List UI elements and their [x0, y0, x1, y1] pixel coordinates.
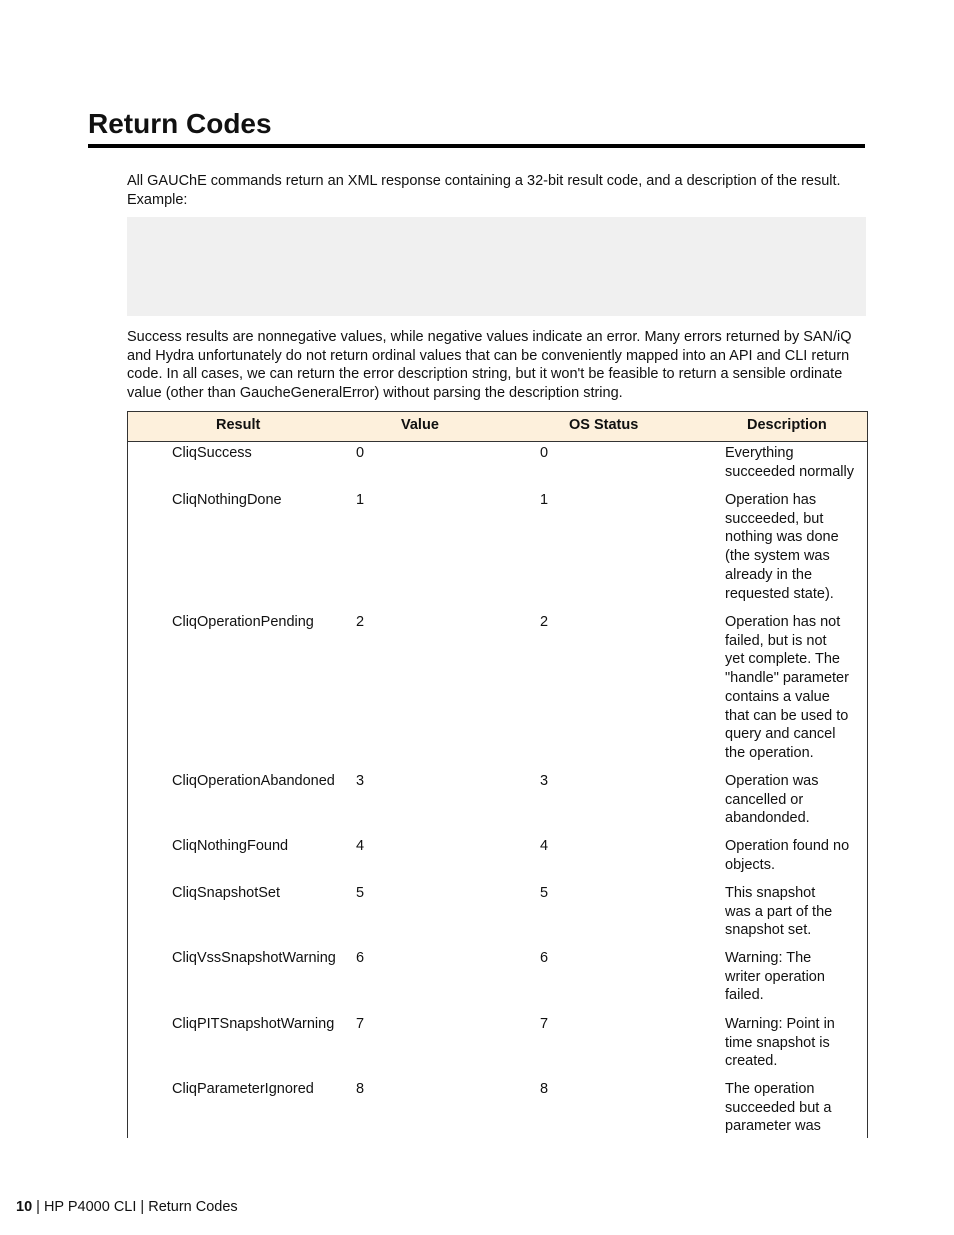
page-title: Return Codes [88, 104, 865, 148]
value-cell: 4 [356, 838, 365, 854]
table-header [128, 411, 867, 442]
description-line: Warning: The [725, 950, 812, 966]
header-value: Value [401, 417, 439, 433]
description-line: objects. [725, 856, 775, 873]
os-status-cell: 6 [540, 950, 549, 966]
description-line: that can be used to [725, 707, 849, 724]
code-example-box [127, 217, 866, 316]
result-cell: CliqPITSnapshotWarning [172, 1016, 335, 1032]
description-line: time snapshot is [725, 1034, 830, 1051]
description-line: failed. [725, 987, 764, 1004]
result-cell: CliqNothingDone [172, 492, 282, 508]
description-cell [725, 1015, 867, 1071]
description-line: requested state). [725, 585, 834, 602]
return-codes-table [127, 411, 868, 1138]
os-status-cell: 3 [540, 773, 549, 789]
footer-text: | HP P4000 CLI | Return Codes [32, 1199, 238, 1215]
result-cell: CliqOperationPending [172, 614, 314, 630]
os-status-cell: 4 [540, 838, 549, 854]
success-paragraph: Success results are nonnegative values, while negative values indicate an error. Many errors returned by SAN/iQ and Hydra unfortunately do not return ordinal values that can be conveniently mapped into an API and CLI return code. In all cases, we can return the error description string, but it won't be feasible to return a sensible ordinate value (other than GaucheGeneralError) without parsing the description string. [127, 329, 852, 402]
result-cell: CliqParameterIgnored [172, 1081, 314, 1097]
description-line: failed, but is not [725, 632, 827, 649]
description-line: Warning: Point in [725, 1016, 835, 1032]
description-line: the operation. [725, 744, 814, 761]
description-cell [725, 772, 867, 828]
value-cell: 3 [356, 773, 365, 789]
description-cell [725, 949, 867, 1005]
description-line: The operation [725, 1081, 815, 1097]
description-line: succeeded normally [725, 463, 854, 480]
value-cell: 8 [356, 1081, 365, 1097]
description-cell [725, 491, 867, 603]
description-cell [725, 613, 867, 763]
description-line: nothing was done [725, 529, 839, 546]
result-cell: CliqOperationAbandoned [172, 773, 335, 789]
description-line: cancelled or [725, 791, 804, 808]
intro-paragraph: All GAUChE commands return an XML response containing a 32-bit result code, and a description of the result. Example: [127, 173, 841, 208]
description-line: parameter was [725, 1118, 821, 1135]
description-line: snapshot set. [725, 922, 812, 939]
description-line: was a part of the [725, 903, 833, 920]
os-status-cell: 5 [540, 885, 549, 901]
description-line: succeeded but a [725, 1099, 832, 1116]
description-line: "handle" parameter [725, 670, 849, 687]
value-cell: 1 [356, 492, 365, 508]
description-line: query and cancel [725, 726, 836, 743]
os-status-cell: 2 [540, 614, 549, 630]
page-number: 10 [16, 1199, 33, 1215]
description-cell [725, 884, 867, 940]
description-line: Operation has [725, 492, 817, 508]
value-cell: 7 [356, 1016, 365, 1032]
os-status-cell: 7 [540, 1016, 549, 1032]
description-line: Operation found no [725, 838, 850, 854]
header-description: Description [747, 417, 827, 433]
description-line: (the system was [725, 548, 830, 565]
header-os-status: OS Status [569, 417, 639, 433]
description-line: created. [725, 1053, 778, 1070]
description-line: already in the [725, 566, 813, 583]
description-line: This snapshot [725, 885, 816, 901]
page-footer [16, 1198, 238, 1216]
description-cell [725, 837, 867, 874]
result-cell: CliqNothingFound [172, 838, 289, 854]
os-status-cell: 8 [540, 1081, 549, 1097]
description-cell [725, 1080, 867, 1136]
description-line: writer operation [725, 968, 825, 985]
description-line: Operation has not [725, 614, 841, 630]
value-cell: 6 [356, 950, 365, 966]
description-line: Everything [725, 445, 794, 461]
value-cell: 0 [356, 445, 365, 461]
result-cell: CliqSuccess [172, 445, 252, 461]
description-line: abandonded. [725, 810, 810, 827]
os-status-cell: 1 [540, 492, 549, 508]
os-status-cell: 0 [540, 445, 549, 461]
description-line: Operation was [725, 773, 819, 789]
result-cell: CliqVssSnapshotWarning [172, 950, 336, 966]
description-line: yet complete. The [725, 651, 840, 668]
header-result: Result [216, 417, 261, 433]
description-line: succeeded, but [725, 510, 824, 527]
value-cell: 2 [356, 614, 365, 630]
value-cell: 5 [356, 885, 365, 901]
result-cell: CliqSnapshotSet [172, 885, 281, 901]
description-cell [725, 444, 867, 481]
description-line: contains a value [725, 688, 830, 705]
